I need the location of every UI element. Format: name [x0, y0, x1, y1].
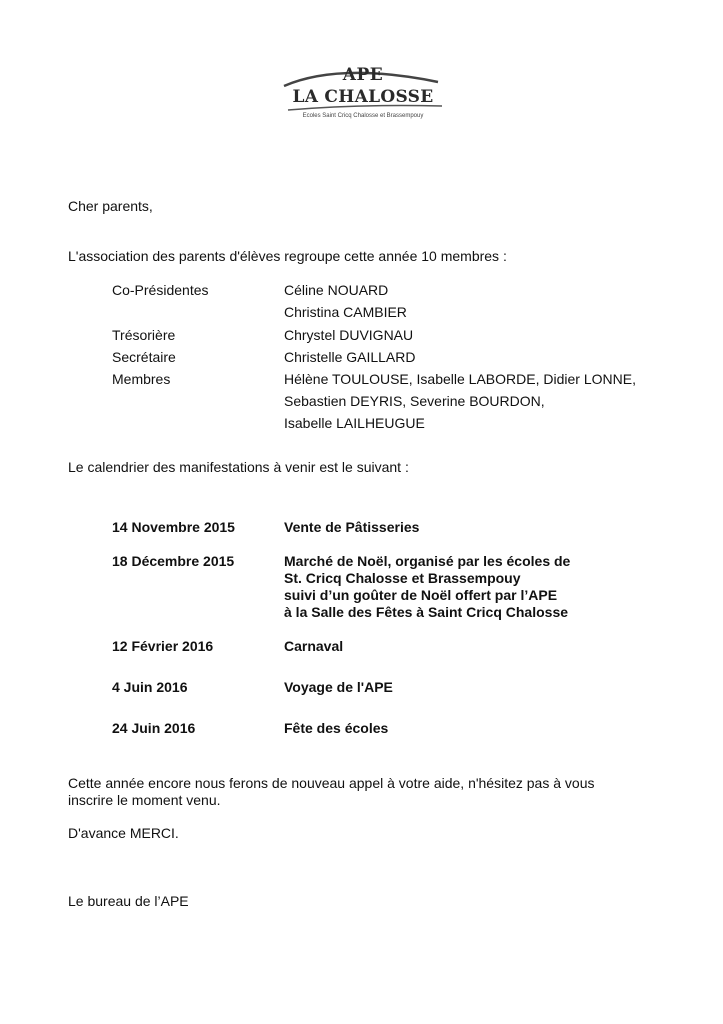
ape-logo — [280, 60, 446, 128]
member-role: Trésorière — [112, 327, 176, 343]
member-role: Secrétaire — [112, 349, 176, 365]
member-name: Christelle GAILLARD — [284, 349, 416, 365]
logo-ape-text: APE — [342, 65, 384, 85]
member-name: Chrystel DUVIGNAU — [284, 327, 414, 343]
event-date: 24 Juin 2016 — [112, 720, 196, 736]
member-name: Sebastien DEYRIS, Severine BOURDON, — [284, 393, 545, 409]
member-name: Isabelle LAILHEUGUE — [284, 415, 425, 431]
event-date: 14 Novembre 2015 — [112, 519, 235, 535]
closing-line: Cette année encore nous ferons de nouveau appel à votre aide, n'hésitez pas à vous — [68, 775, 595, 791]
member-role: Co-Présidentes — [112, 282, 209, 298]
event-date: 18 Décembre 2015 — [112, 553, 235, 569]
event-date: 12 Février 2016 — [112, 638, 214, 654]
member-name: Christina CAMBIER — [284, 304, 407, 320]
event-detail: St. Cricq Chalosse et Brassempouy — [284, 570, 521, 586]
event-title: Voyage de l'APE — [284, 679, 393, 695]
member-name: Céline NOUARD — [284, 282, 389, 298]
logo-tagline: Ecoles Saint Cricq Chalosse et Brassempouy — [302, 113, 424, 119]
event-title: Marché de Noël, organisé par les écoles de — [284, 553, 571, 569]
event-detail: suivi d’un goûter de Noël offert par l’APE — [284, 587, 558, 603]
event-title: Carnaval — [284, 638, 344, 654]
intro-paragraph: L'association des parents d'élèves regroupe cette année 10 membres : — [68, 248, 507, 264]
thanks-line: D'avance MERCI. — [68, 825, 179, 841]
signature: Le bureau de l’APE — [68, 893, 189, 909]
event-title: Vente de Pâtisseries — [284, 519, 420, 535]
event-detail: à la Salle des Fêtes à Saint Cricq Chalosse — [284, 604, 569, 620]
member-role: Membres — [112, 371, 171, 387]
calendar-intro: Le calendrier des manifestations à venir est le suivant : — [68, 459, 409, 475]
event-date: 4 Juin 2016 — [112, 679, 188, 695]
logo-name-text: LA CHALOSSE — [292, 87, 434, 107]
greeting: Cher parents, — [68, 198, 153, 214]
member-name: Hélène TOULOUSE, Isabelle LABORDE, Didier LONNE, — [284, 371, 636, 387]
closing-line: inscrire le moment venu. — [68, 792, 221, 808]
event-title: Fête des écoles — [284, 720, 389, 736]
